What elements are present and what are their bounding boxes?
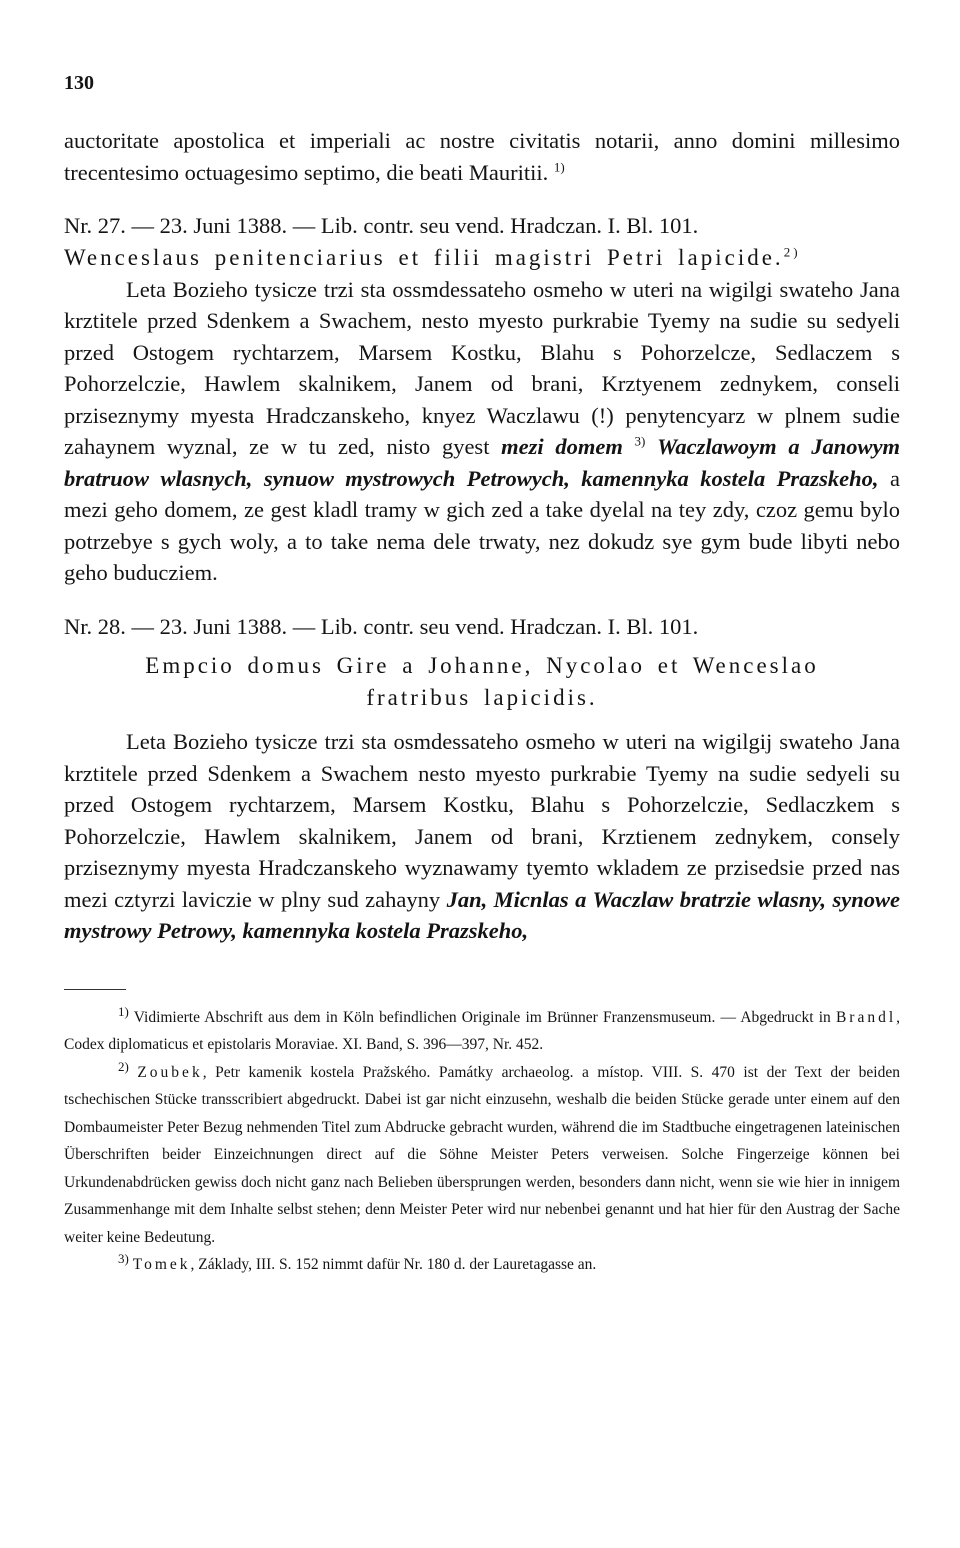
footnote-2 — [64, 1059, 900, 1252]
entry-28-body — [64, 726, 900, 947]
entry-28-header: Nr. 28. — 23. Juni 1388. — Lib. contr. seu vend. Hradczan. I. Bl. 101. — [64, 613, 699, 639]
main-text — [64, 125, 900, 947]
footnote-2-text: , Petr kamenik kostela Pražského. Památky archaeolog. a místop. VIII. S. 470 ist der Text der beiden tschechischen Stücke transscribiert abgedruckt. Dabei ist gar nicht einzusehn, weshalb die beiden Stücke gerade unter einem auf den Dombaumeister Peter Bezug nehmenden Titel zum Abdrucke gebracht wurden, während die im Stadtbuche eingetragenen lateinischen Überschriften beider Einzeichnungen direct auf die Söhne Meister Peters verweisen. Solche Fingerzeige können bei Urkundenabdrücken gewiss doch nicht ganz nach Belieben übersprungen werden, besonders dann nicht, wenn sie wie hier in innigem Zusammenhange mit dem Inhalte selbst stehen; denn Meister Peter wird nur nebenbei genannt und hat hier für den Austrag der Sache weiter keine Bedeutung. — [64, 1063, 900, 1246]
entry-28-text-a: Leta Bozieho tysicze trzi sta osmdessateho osmeho w uteri na wigilgij swateho Jana krztitele przed Sdenkem a Swachem nesto myesto purkrabie Tyemy na sudie sedyeli su przed Ostogem rychtarzem, Marsem Kostku, Blahu s Pohorzelczie, Sedlaczkem s Pohorzelczie, Hawlem skalnikem, Janem od brani, Krztienem zednykem, consely prziseznymy myesta Hradczanskeho wyznawamy tyemto wkladem ze przisedsie przed nas mezi cztyrzi laviczie w plny sud zahayny — [64, 729, 900, 912]
entry-28-title-line-1: Empcio domus Gire a Johanne, Nycolao et Wenceslao — [145, 653, 819, 678]
intro-text: auctoritate apostolica et imperiali ac nostre civitatis notarii, anno domini millesimo trecentesimo octuagesimo septimo, die beati Mauritii. — [64, 128, 900, 185]
footnote-1-text-a: Vidimierte Abschrift aus dem in Köln befindlichen Originale im Brünner Franzensmuseum. — Abgedruckt in — [133, 1008, 831, 1026]
footnote-2-name: Zoubek — [137, 1063, 203, 1081]
footnotes — [64, 1004, 900, 1279]
footnote-1-text-b: , Codex diplomaticus et epistolaris Moraviae. XI. Band, S. 396—397, Nr. 452. — [64, 1008, 901, 1053]
footnote-3 — [64, 1251, 900, 1279]
footnote-divider — [64, 989, 126, 990]
footnote-ref-1: 1) — [553, 159, 565, 174]
document-page — [64, 72, 900, 1279]
entry-28-title-line-2: fratribus lapicidis. — [366, 685, 598, 710]
entry-28-italic-a: Jan, Micnlas a Waczlaw bratrzie wlasny, synowe mystrowy Petrowy, kamennyka kostela Prazskeho, — [64, 886, 900, 943]
footnote-1-name: Brandl — [835, 1008, 897, 1026]
entry-27-italic-a: mezi domem — [501, 434, 623, 459]
footnote-3-text: , Základy, III. S. 152 nimmt dafür Nr. 180 d. der Lauretagasse an. — [190, 1256, 597, 1273]
footnote-1-mark: 1) — [118, 1003, 129, 1019]
footnote-ref-2: 2) — [783, 243, 801, 259]
entry-27-body — [64, 274, 900, 589]
page-number: 130 — [64, 72, 94, 94]
entry-27-title — [64, 242, 900, 274]
footnote-1 — [64, 1004, 900, 1059]
entry-27-title-text: Wenceslaus penitenciarius et filii magistri Petri lapicide. — [64, 244, 784, 270]
entry-27 — [64, 210, 900, 589]
intro-paragraph — [64, 125, 900, 188]
footnote-3-name: Tomek — [132, 1256, 191, 1273]
footnote-2-mark: 2) — [118, 1058, 129, 1074]
entry-28 — [64, 611, 900, 947]
footnote-ref-3: 3) — [634, 433, 646, 449]
footnote-3-mark: 3) — [118, 1250, 129, 1266]
entry-27-header: Nr. 27. — 23. Juni 1388. — Lib. contr. seu vend. Hradczan. I. Bl. 101. — [64, 213, 699, 238]
entry-27-italic-b: Waczlawoym a Janowym bratruow wlasnych, synuow mystrowych Petrowych, kamennyka kostela Prazskeho, — [64, 434, 901, 491]
entry-27-text-a: Leta Bozieho tysicze trzi sta ossmdessateho osmeho w uteri na wigilgi swateho Jana krztitele przed Sdenkem a Swachem, nesto myesto purkrabie Tyemy na sudie su sedyeli przed Ostogem rychtarzem, Marsem Kostku, Blahu s Pohorzelcze, Sedlaczem s Pohorzelczie, Hawlem skalnikem, Janem od brani, Krztyenem zednykem, conseli prziseznymy myesta Hradczanskeho, knyez Waczlawu (!) penytencyarz w plnem sudie zahaynem wyznal, ze w tu zed, nisto gyest — [64, 276, 900, 459]
entry-27-text-b: a mezi geho domem, ze gest kladl tramy w gich zed a take dyelal na tey zdy, czoz gemu bylo potrzebye s gych woly, a to take nema dele trwaty, nez dokudz sye gym bude libyti nebo geho buducziem. — [64, 465, 901, 585]
